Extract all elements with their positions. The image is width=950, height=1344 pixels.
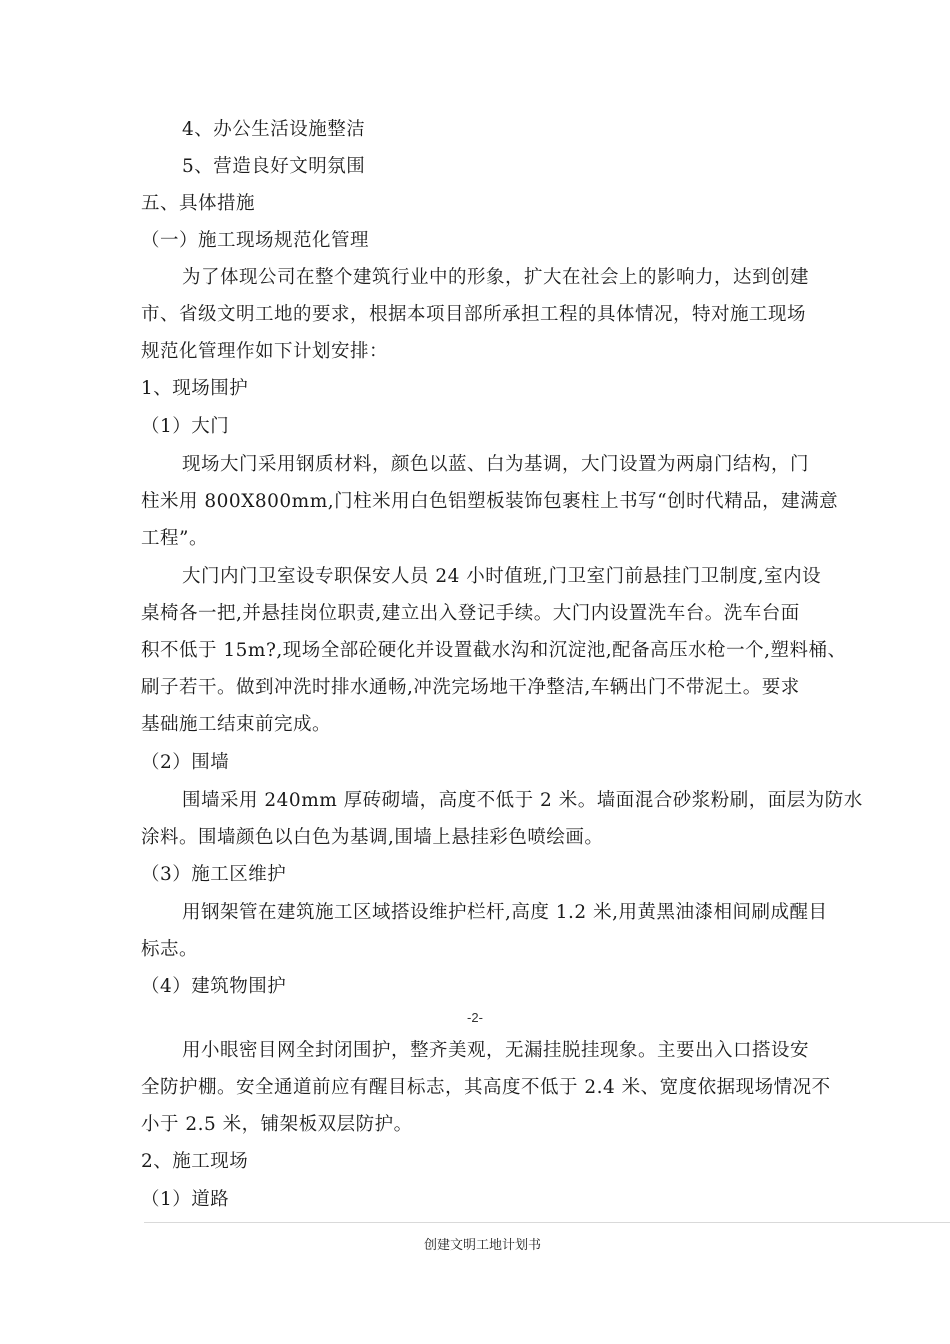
heading-construction-site: 2、施工现场 <box>141 1151 249 1172</box>
heading-wall: （2）围墙 <box>141 752 230 773</box>
heading-gate: （1）大门 <box>141 416 230 437</box>
paragraph-line: 用小眼密目网全封闭围护，整齐美观，无漏挂脱挂现象。主要出入口搭设安 <box>182 1040 810 1061</box>
paragraph-line: 标志。 <box>141 939 199 960</box>
paragraph-line: 工程”。 <box>141 528 208 549</box>
paragraph-line: 用钢架管在建筑施工区域搭设维护栏杆,高度 1.2 米,用黄黑油漆相间刷成醒目 <box>182 902 828 923</box>
page-number: -2- <box>467 1010 483 1025</box>
paragraph-line: 围墙采用 240mm 厚砖砌墙，高度不低于 2 米。墙面混合砂浆粉刷，面层为防水 <box>182 790 863 811</box>
paragraph-line: 涂料。围墙颜色以白色为基调,围墙上悬挂彩色喷绘画。 <box>141 827 604 848</box>
paragraph-line: 全防护棚。安全通道前应有醒目标志，其高度不低于 2.4 米、宽度依据现场情况不 <box>141 1077 831 1098</box>
heading-building-enclosure: （4）建筑物围护 <box>141 976 287 997</box>
paragraph-line: 积不低于 15m?,现场全部砼硬化并设置截水沟和沉淀池,配备高压水枪一个,塑料桶、 <box>141 640 847 661</box>
heading-construction-area: （3）施工区维护 <box>141 864 287 885</box>
section-heading-5: 五、具体措施 <box>141 193 256 214</box>
heading-roads: （1）道路 <box>141 1189 230 1210</box>
paragraph-line: 现场大门采用钢质材料，颜色以蓝、白为基调，大门设置为两扇门结构，门 <box>182 454 810 475</box>
heading-site-enclosure: 1、现场围护 <box>141 378 249 399</box>
paragraph-line: 桌椅各一把,并悬挂岗位职责,建立出入登记手续。大门内设置洗车台。洗车台面 <box>141 603 800 624</box>
footer-divider <box>144 1222 950 1223</box>
list-item-4: 4、办公生活设施整洁 <box>182 119 366 140</box>
paragraph-line: 基础施工结束前完成。 <box>141 714 332 735</box>
footer-document-title: 创建文明工地计划书 <box>424 1238 542 1253</box>
paragraph-line: 柱米用 800X800mm,门柱米用白色铝塑板装饰包裹柱上书写“创时代精品，建满意 <box>141 491 839 512</box>
list-item-5: 5、营造良好文明氛围 <box>182 156 366 177</box>
paragraph-line: 大门内门卫室设专职保安人员 24 小时值班,门卫室门前悬挂门卫制度,室内设 <box>182 566 822 587</box>
paragraph-line: 为了体现公司在整个建筑行业中的形象，扩大在社会上的影响力，达到创建 <box>182 267 810 288</box>
paragraph-line: 市、省级文明工地的要求，根据本项目部所承担工程的具体情况，特对施工现场 <box>141 304 807 325</box>
paragraph-line: 规范化管理作如下计划安排： <box>141 341 389 362</box>
paragraph-line: 小于 2.5 米，铺架板双层防护。 <box>141 1114 413 1135</box>
subsection-heading-1: （一）施工现场规范化管理 <box>141 230 370 251</box>
paragraph-line: 刷子若干。做到冲洗时排水通畅,冲洗完场地干净整洁,车辆出门不带泥土。要求 <box>141 677 800 698</box>
